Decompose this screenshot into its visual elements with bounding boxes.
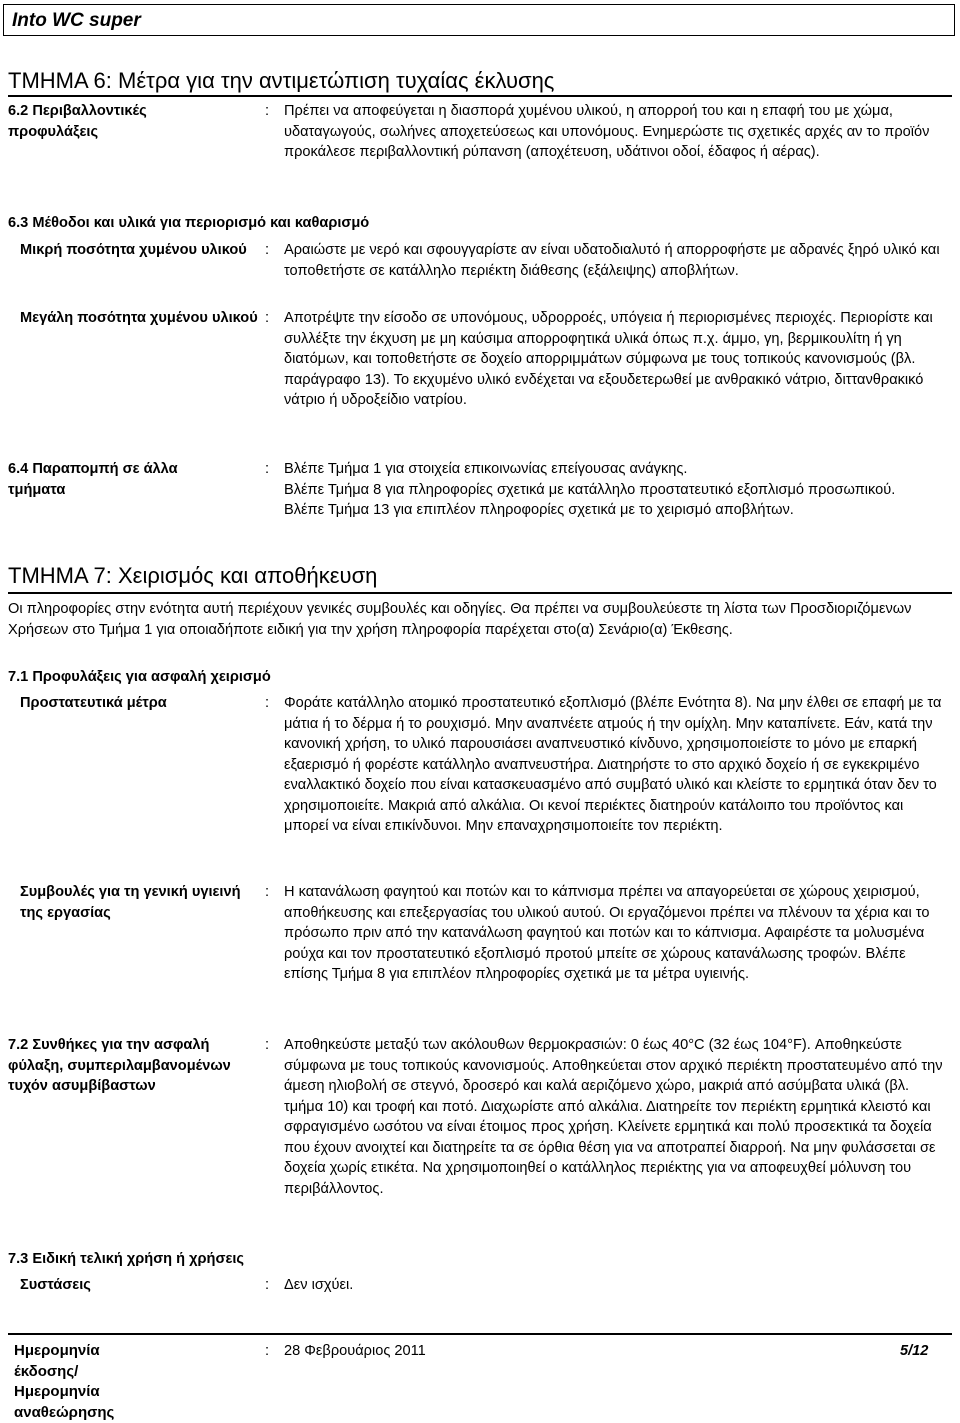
- section-6-4-line-3: Βλέπε Τμήμα 13 για επιπλέον πληροφορίες σχετικά με το χειρισμό αποβλήτων.: [284, 502, 794, 518]
- section-7-2-colon: :: [265, 1037, 270, 1053]
- section-7-3-heading: 7.3 Ειδική τελική χρήση ή χρήσεις: [8, 1251, 245, 1267]
- section-6-title: ΤΜΗΜΑ 6: Μέτρα για την αντιμετώπιση τυχαίας έκλυσης: [8, 68, 555, 93]
- section-6-2-colon: :: [265, 103, 270, 119]
- protective-measures-label: Προστατευτικά μέτρα: [20, 695, 167, 711]
- footer-colon: :: [265, 1343, 270, 1359]
- section-7-rule: [8, 592, 952, 594]
- page-number: 5/12: [900, 1343, 929, 1359]
- section-7-2-text: Αποθηκεύστε μεταξύ των ακόλουθων θερμοκρασιών: 0 έως 40°C (32 έως 104°F). Αποθηκεύστε σύμφωνα με τους τοπικούς κανονισμούς. Αποθηκεύεται στον αρχικό περιέκτη προστατευμένο από την άμεση ηλιοβολή σε στεγνό, δροσερό και καλά αεριζόμενο χώρο, μακριά από ασύμβατα υλικά (βλ. τμήμα 10) και τροφή και ποτό. Διαχωρίστε από αλκάλια. Διατηρείτε τον περιέκτη ερμητικά κλειστό και σφραγισμένο ωσότου να είναι έτοιμος προς χρήση. Κλείνετε ερμητικά και πολύ προσεκτικά τα δοχεία που έχουν ανοιχτεί και διατηρείτε τα σε όρθια θέση για να αποτραπεί διαρροή. Να μην φυλάσσεται σε δοχεία χωρίς ετικέτα. Να χρησιμοποιηθεί ο κατάλληλος περιέκτης για να αποφευχθεί μόλυνση του περιβάλλοντος.: [284, 1037, 943, 1197]
- section-6-4-colon: :: [265, 461, 270, 477]
- large-spill-colon: :: [265, 310, 270, 326]
- section-6-3-heading: 6.3 Μέθοδοι και υλικά για περιορισμό και καθαρισμό: [8, 215, 370, 231]
- footer-date-value: 28 Φεβρουάριος 2011: [284, 1343, 426, 1359]
- section-6-2-text: Πρέπει να αποφεύγεται η διασπορά χυμένου υλικού, η απορροή του και η επαφή του με χώμα, υδαταγωγούς, σωλήνες αποχετεύσεως και υπονόμους. Ενημερώστε τις σχετικές αρχές αν το προϊόν προκάλεσε περιβαλλοντική ρύπανση (αποχέτευση, υδάτινοι οδοί, έδαφος ή αέρας).: [284, 103, 930, 160]
- small-spill-colon: :: [265, 242, 270, 258]
- footer-rule: [8, 1333, 952, 1335]
- section-6-4-text: [284, 459, 949, 521]
- section-6-rule: [8, 95, 952, 97]
- small-spill-text: Αραιώστε με νερό και σφουγγαρίστε αν είναι υδατοδιαλυτό ή απορροφήστε με αδρανές ξηρό υλικό και τοποθετήστε σε κατάλληλο περιέκτη διάθεσης (εξάλειψης) αποβλήτων.: [284, 242, 940, 279]
- small-spill-label: Μικρή ποσότητα χυμένου υλικού: [20, 242, 247, 258]
- document-header: [3, 4, 955, 36]
- hygiene-advice-text: Η κατανάλωση φαγητού και ποτών και το κάπνισμα πρέπει να απαγορεύεται σε χώρους χειρισμού, αποθήκευσης και επεξεργασίας του υλικού αυτού. Οι εργαζόμενοι πρέπει να πλένουν τα χέρια και το πρόσωπο πριν από την κατανάλωση φαγητού και ποτών και το κάπνισμα. Αφαιρέστε τα μολυσμένα ρούχα και τον προστατευτικό εξοπλισμό προτού μπείτε σε χώρους κατανάλωσης τροφών. Βλέπε επίσης Τμήμα 8 για επιπλέον πληροφορίες σχετικά με τα μέτρα υγιεινής.: [284, 884, 930, 982]
- recommendations-text: Δεν ισχύει.: [284, 1277, 354, 1293]
- recommendations-colon: :: [265, 1277, 270, 1293]
- section-6-2-label: 6.2 Περιβαλλοντικές προφυλάξεις: [8, 103, 147, 140]
- hygiene-advice-label: Συμβουλές για τη γενική υγιεινή της εργασίας: [20, 884, 241, 921]
- section-7-1-heading: 7.1 Προφυλάξεις για ασφαλή χειρισμό: [8, 669, 271, 685]
- large-spill-label: Μεγάλη ποσότητα χυμένου υλικού: [20, 310, 258, 326]
- section-6-4-line-1: Βλέπε Τμήμα 1 για στοιχεία επικοινωνίας επείγουσας ανάγκης.: [284, 461, 688, 477]
- product-name: Into WC super: [12, 10, 141, 31]
- protective-measures-text: Φοράτε κατάλληλο ατομικό προστατευτικό εξοπλισμό (βλέπε Ενότητα 8). Να μην έλθει σε επαφή με τα μάτια ή το δέρμα ή το ρουχισμό. Μην αναπνέετε ατμούς ή την ομίχλη. Μην καταπίνετε. Εάν, κατά την κανονική χρήση, το υλικό παρουσιάσει αναπνευστικό κίνδυνο, χρησιμοποιείστε το μόνο με επαρκή εξαερισμό ή φορέστε κατάλληλο αναπνευστήρα. Διατηρήστε το στο αρχικό δοχείο ή σε εγκεκριμένο εναλλακτικό δοχείο που είναι κατασκευασμένο από συμβατό υλικό και κλείστε το ερμητικά όταν δεν το χρησιμοποιείτε. Μακριά από αλκάλια. Οι κενοί περιέκτες διατηρούν κατάλοιπο του προϊόντος και μπορεί να είναι επικίνδυνοι. Μην επαναχρησιμοποιείτε τον περιέκτη.: [284, 695, 942, 834]
- protective-measures-colon: :: [265, 695, 270, 711]
- large-spill-text: Αποτρέψτε την είσοδο σε υπονόμους, υδρορροές, υπόγεια ή περιορισμένες περιοχές. Περιορίστε και συλλέξτε την έκχυση με μη καύσιμα απορροφητικά υλικά όπως π.χ. άμμο, γη, βερμικουλίτη ή γη διατόμων, και τοποθετήστε σε δοχείο απορριμμάτων σύμφωνα με τους τοπικούς κανονισμούς (βλ. παράγραφο 13). Το εκχυμένο υλικό ενδέχεται να εξουδετερωθεί με ανθρακικό νάτριο, διττανθρακικό νάτριο ή υδροξείδιο νατρίου.: [284, 310, 933, 408]
- section-7-2-label: 7.2 Συνθήκες για την ασφαλή φύλαξη, συμπεριλαμβανομένων τυχόν ασυμβίβαστων: [8, 1037, 231, 1094]
- hygiene-advice-colon: :: [265, 884, 270, 900]
- section-6-4-line-2: Βλέπε Τμήμα 8 για πληροφορίες σχετικά με κατάλληλο προστατευτικό εξοπλισμό προσωπικού.: [284, 481, 896, 498]
- footer-date-label: Ημερομηνία έκδοσης/Ημερομηνία αναθεώρησης: [14, 1342, 115, 1421]
- section-6-4-label: 6.4 Παραπομπή σε άλλα τμήματα: [8, 461, 178, 498]
- recommendations-label: Συστάσεις: [20, 1277, 91, 1293]
- section-7-title: ΤΜΗΜΑ 7: Χειρισμός και αποθήκευση: [8, 563, 378, 588]
- section-7-intro: Οι πληροφορίες στην ενότητα αυτή περιέχουν γενικές συμβουλές και οδηγίες. Θα πρέπει να συμβουλεύεστε τη λίστα των Προσδιοριζόμενων Χρήσεων στο Τμήμα 1 για οποιαδήποτε ειδική για την χρήση πληροφορία παρέχεται στο(α) Σενάριο(α) Έκθεσης.: [8, 601, 912, 638]
